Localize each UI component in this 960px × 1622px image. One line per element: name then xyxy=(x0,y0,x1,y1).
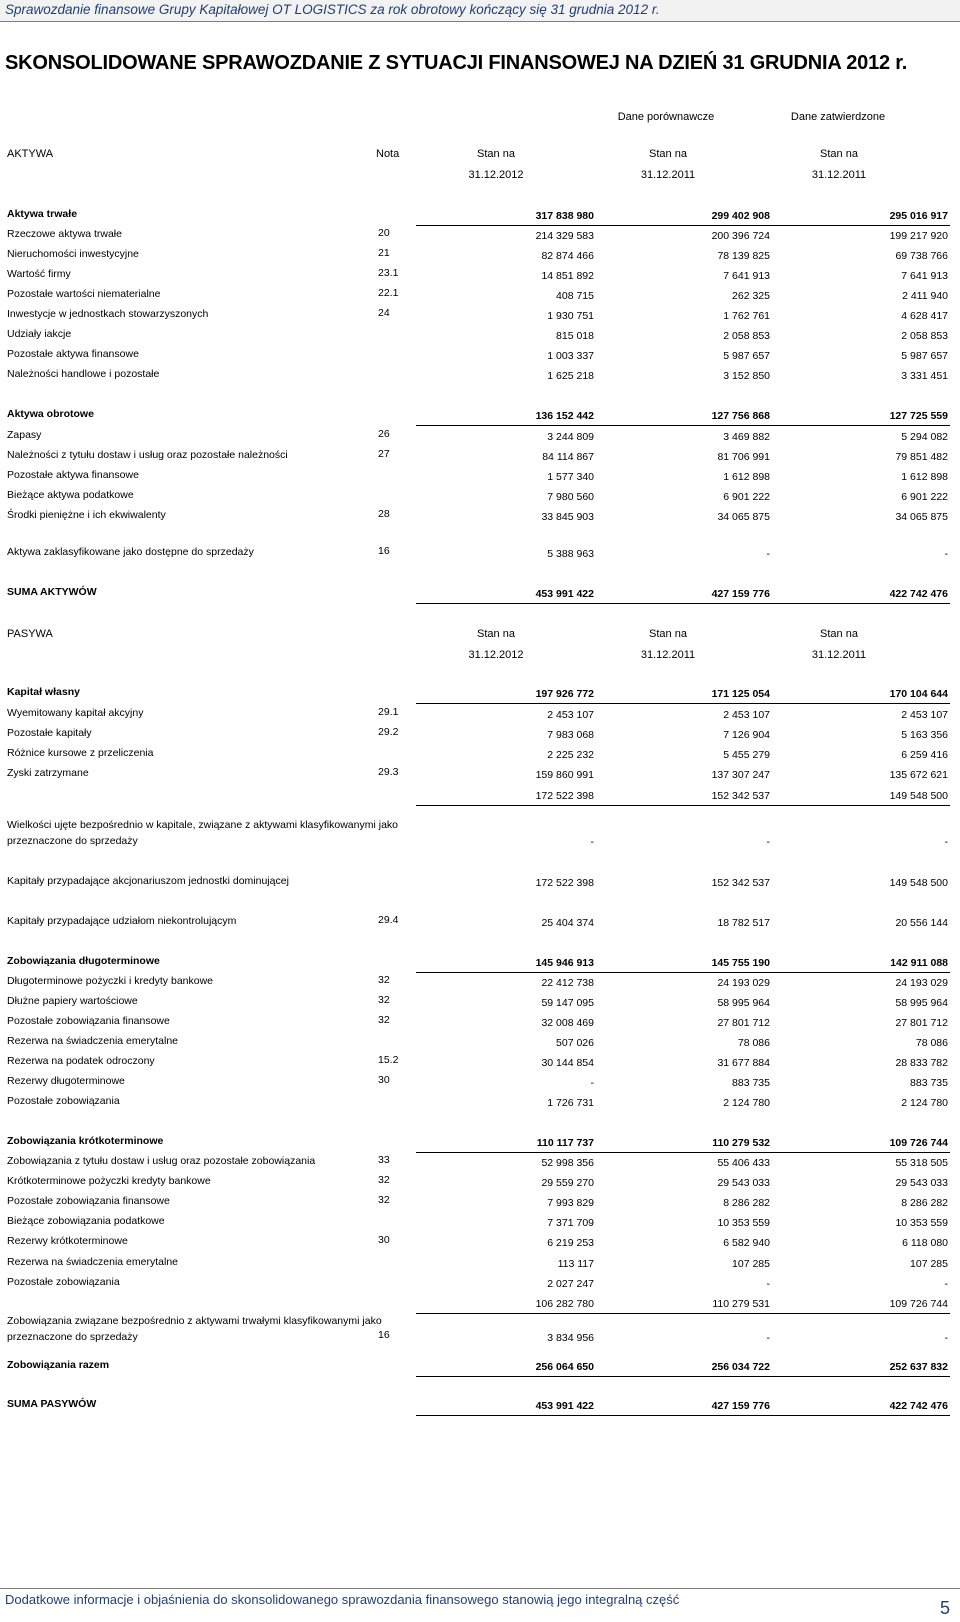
row-label: Długoterminowe pożyczki i kredyty bankowe xyxy=(7,975,214,987)
row-value-col3: 2 411 940 xyxy=(902,290,948,302)
row-value-col1: 197 926 772 xyxy=(535,688,594,700)
row-value-col3: 149 548 500 xyxy=(889,877,948,889)
row-note: 32 xyxy=(378,1174,390,1186)
row-value-col3: 1 612 898 xyxy=(901,471,948,483)
row-label: Pozostałe wartości niematerialne xyxy=(7,288,161,300)
row-note: 29.3 xyxy=(378,766,399,778)
row-value-col1: 145 946 913 xyxy=(535,957,594,969)
row-value-col2: 5 455 279 xyxy=(723,749,770,761)
row-value-col3: 295 016 917 xyxy=(889,210,948,222)
row-value-col2: 29 543 033 xyxy=(717,1177,770,1189)
row-value-col3: 149 548 500 xyxy=(889,790,948,802)
row-note: 27 xyxy=(378,448,390,460)
row-value-col1: 136 152 442 xyxy=(535,410,594,422)
row-value-col3: 127 725 559 xyxy=(889,410,948,422)
row-note: 15.2 xyxy=(378,1054,399,1066)
row-value-col1: 2 453 107 xyxy=(547,709,594,721)
row-value-col3: 78 086 xyxy=(915,1037,948,1049)
row-value-col3: 422 742 476 xyxy=(889,1400,948,1412)
row-value-col2: 24 193 029 xyxy=(717,977,770,989)
row-value-col1: 7 980 560 xyxy=(547,491,594,503)
row-value-col2: 27 801 712 xyxy=(717,1017,770,1029)
row-label: Kapitał własny xyxy=(7,686,80,698)
row-value-col1: 59 147 095 xyxy=(541,997,594,1009)
row-note: 29.4 xyxy=(378,914,399,926)
row-value-col3: 107 285 xyxy=(910,1258,948,1270)
row-label: Różnice kursowe z przeliczenia xyxy=(7,747,154,759)
row-value-col1: 1 625 218 xyxy=(547,370,594,382)
row-value-col2: 2 453 107 xyxy=(723,709,770,721)
row-value-col1: 7 993 829 xyxy=(547,1197,594,1209)
row-value-col3: - xyxy=(944,1332,948,1344)
running-header xyxy=(0,0,960,22)
pasywa-col1-stan: Stan na xyxy=(477,628,515,640)
row-value-col2: 3 469 882 xyxy=(723,431,770,443)
row-value-col1: 815 018 xyxy=(556,330,594,342)
row-note: 21 xyxy=(378,247,390,259)
row-value-col2: 2 124 780 xyxy=(723,1097,770,1109)
row-value-col3: 27 801 712 xyxy=(895,1017,948,1029)
row-value-col3: - xyxy=(944,836,948,848)
row-label: Inwestycje w jednostkach stowarzyszonych xyxy=(7,308,209,320)
row-label: Zobowiązania długoterminowe xyxy=(7,955,160,967)
footer-rule xyxy=(0,1588,960,1589)
row-value-col1: - xyxy=(590,1077,594,1089)
row-label: Rezerwy krótkoterminowe xyxy=(7,1235,128,1247)
row-label: Pozostałe aktywa finansowe xyxy=(7,469,139,481)
row-underline xyxy=(416,1313,950,1314)
row-value-col2: 58 995 964 xyxy=(717,997,770,1009)
pasywa-col1-date: 31.12.2012 xyxy=(468,649,524,661)
row-value-col3: 252 637 832 xyxy=(889,1361,948,1373)
row-value-col1: 3 244 809 xyxy=(547,431,594,443)
row-note: 32 xyxy=(378,974,390,986)
row-label: Dłużne papiery wartościowe xyxy=(7,995,138,1007)
row-value-col2: 152 342 537 xyxy=(711,877,770,889)
row-value-col2: 78 139 825 xyxy=(717,250,770,262)
row-value-col2: 200 396 724 xyxy=(711,230,770,242)
row-value-col1: 5 388 963 xyxy=(547,548,594,560)
row-value-col3: 883 735 xyxy=(910,1077,948,1089)
row-value-col3: 2 058 853 xyxy=(901,330,948,342)
row-value-col1: 172 522 398 xyxy=(535,877,594,889)
pasywa-col3-stan: Stan na xyxy=(820,628,858,640)
aktywa-heading: AKTYWA xyxy=(7,148,54,160)
row-label: Aktywa obrotowe xyxy=(7,408,94,420)
row-label: Rezerwa na podatek odroczony xyxy=(7,1055,155,1067)
row-value-col3: 24 193 029 xyxy=(895,977,948,989)
row-value-col1: 30 144 854 xyxy=(541,1057,594,1069)
row-value-col2: - xyxy=(766,1332,770,1344)
row-value-col1: 317 838 980 xyxy=(535,210,594,222)
row-value-col2: 5 987 657 xyxy=(723,350,770,362)
row-label: Wartość firmy xyxy=(7,268,71,280)
footer-text: Dodatkowe informacje i objaśnienia do skonsolidowanego sprawozdania finansowego stanowią jego integralną część xyxy=(5,1592,680,1607)
row-value-col2: 256 034 722 xyxy=(711,1361,770,1373)
row-value-col1: 33 845 903 xyxy=(541,511,594,523)
row-label: Zobowiązania z tytułu dostaw i usług oraz pozostałe zobowiązania xyxy=(7,1155,316,1167)
group-header-approved: Dane zatwierdzone xyxy=(790,111,886,123)
row-value-col2: 34 065 875 xyxy=(717,511,770,523)
row-value-col2: 78 086 xyxy=(737,1037,770,1049)
row-label: Pozostałe kapitały xyxy=(7,727,92,739)
row-label: Pozostałe zobowiązania xyxy=(7,1095,120,1107)
row-label: Zobowiązania krótkoterminowe xyxy=(7,1135,164,1147)
row-note: 28 xyxy=(378,508,390,520)
row-label: Środki pieniężne i ich ekwiwalenty xyxy=(7,509,166,521)
row-underline xyxy=(416,805,950,806)
row-label: Aktywa zaklasyfikowane jako dostępne do sprzedaży xyxy=(7,546,254,558)
pasywa-col2-date: 31.12.2011 xyxy=(640,649,696,661)
row-value-col1: 106 282 780 xyxy=(535,1298,594,1310)
row-label: Wyemitowany kapitał akcyjny xyxy=(7,707,144,719)
row-value-col1: 7 983 068 xyxy=(547,729,594,741)
row-label: Krótkoterminowe pożyczki kredyty bankowe xyxy=(7,1175,211,1187)
row-note: 20 xyxy=(378,227,390,239)
row-value-col1: 159 860 991 xyxy=(535,769,594,781)
row-value-col1: 453 991 422 xyxy=(535,588,594,600)
row-value-col2: 6 582 940 xyxy=(723,1237,770,1249)
row-label: Bieżące aktywa podatkowe xyxy=(7,489,134,501)
row-value-col2: 7 126 904 xyxy=(723,729,770,741)
row-value-col1: 1 003 337 xyxy=(547,350,594,362)
row-label: Pozostałe zobowiązania xyxy=(7,1276,120,1288)
group-header-comparative: Dane porównawcze xyxy=(617,111,715,123)
row-value-col1: 2 027 247 xyxy=(547,1278,594,1290)
row-value-col3: 34 065 875 xyxy=(895,511,948,523)
row-value-col1: 453 991 422 xyxy=(535,1400,594,1412)
row-value-col3: 422 742 476 xyxy=(889,588,948,600)
row-label-continued: przeznaczone do sprzedaży xyxy=(7,1331,138,1343)
row-value-col2: 137 307 247 xyxy=(711,769,770,781)
row-label: Kapitały przypadające akcjonariuszom jednostki dominującej xyxy=(7,875,289,887)
row-label: Rezerwa na świadczenia emerytalne xyxy=(7,1256,178,1268)
col2-date: 31.12.2011 xyxy=(640,169,696,181)
row-underline xyxy=(416,1415,950,1416)
row-value-col2: 18 782 517 xyxy=(717,917,770,929)
row-value-col2: - xyxy=(766,1278,770,1290)
row-underline xyxy=(416,603,950,604)
row-value-col1: - xyxy=(590,836,594,848)
row-value-col3: 135 672 621 xyxy=(889,769,948,781)
row-value-col1: 22 412 738 xyxy=(541,977,594,989)
row-note: 24 xyxy=(378,307,390,319)
row-value-col3: 5 294 082 xyxy=(901,431,948,443)
row-value-col1: 3 834 956 xyxy=(547,1332,594,1344)
row-value-col2: 110 279 532 xyxy=(712,1137,770,1149)
row-value-col2: 8 286 282 xyxy=(723,1197,770,1209)
page-number: 5 xyxy=(939,1598,950,1618)
col3-stan: Stan na xyxy=(820,148,858,160)
row-underline xyxy=(416,972,950,973)
row-value-col3: 2 124 780 xyxy=(901,1097,948,1109)
row-label: Zyski zatrzymane xyxy=(7,767,89,779)
row-value-col2: 3 152 850 xyxy=(723,370,770,382)
row-label: Pozostałe zobowiązania finansowe xyxy=(7,1015,170,1027)
pasywa-heading: PASYWA xyxy=(7,628,53,640)
row-label: Udziały iakcje xyxy=(7,328,72,340)
row-value-col3: 170 104 644 xyxy=(889,688,948,700)
row-underline xyxy=(416,703,950,704)
row-value-col2: 299 402 908 xyxy=(711,210,770,222)
row-value-col3: 5 163 356 xyxy=(901,729,948,741)
row-value-col1: 29 559 270 xyxy=(541,1177,594,1189)
row-label: Aktywa trwałe xyxy=(7,208,78,220)
row-value-col1: 7 371 709 xyxy=(547,1217,594,1229)
row-value-col2: 81 706 991 xyxy=(717,451,770,463)
row-value-col3: 142 911 088 xyxy=(890,957,948,969)
row-label: Nieruchomości inwestycyjne xyxy=(7,248,139,260)
row-value-col3: 109 726 744 xyxy=(889,1137,948,1149)
row-value-col2: - xyxy=(766,836,770,848)
row-value-col1: 110 117 737 xyxy=(536,1137,594,1149)
row-note: 32 xyxy=(378,1194,390,1206)
row-value-col1: 82 874 466 xyxy=(541,250,594,262)
nota-header: Nota xyxy=(376,148,400,160)
pasywa-col2-stan: Stan na xyxy=(649,628,687,640)
row-value-col2: 55 406 433 xyxy=(717,1157,770,1169)
row-note: 32 xyxy=(378,1014,390,1026)
col3-date: 31.12.2011 xyxy=(811,169,867,181)
row-underline xyxy=(416,1376,950,1377)
row-label: Zobowiązania związane bezpośrednio z aktywami trwałymi klasyfikowanymi jako xyxy=(7,1315,382,1327)
row-value-col1: 14 851 892 xyxy=(541,270,594,282)
row-value-col3: 28 833 782 xyxy=(895,1057,948,1069)
row-value-col2: 152 342 537 xyxy=(711,790,770,802)
row-value-col2: 145 755 190 xyxy=(711,957,770,969)
row-value-col1: 408 715 xyxy=(556,290,594,302)
row-underline xyxy=(416,425,950,426)
row-note: 32 xyxy=(378,994,390,1006)
row-note: 23.1 xyxy=(378,267,399,279)
row-note: 29.2 xyxy=(378,726,399,738)
row-label: Wielkości ujęte bezpośrednio w kapitale, związane z aktywami klasyfikowanymi jako xyxy=(7,819,398,831)
row-value-col1: 84 114 867 xyxy=(542,451,594,463)
row-value-col2: - xyxy=(766,548,770,560)
row-note: 30 xyxy=(378,1234,390,1246)
row-value-col3: 6 901 222 xyxy=(901,491,948,503)
row-value-col3: 69 738 766 xyxy=(895,250,948,262)
row-value-col3: 5 987 657 xyxy=(901,350,948,362)
col1-date: 31.12.2012 xyxy=(468,169,524,181)
row-value-col2: 107 285 xyxy=(732,1258,770,1270)
row-value-col3: 6 259 416 xyxy=(901,749,948,761)
running-header-text: Sprawozdanie finansowe Grupy Kapitałowej OT LOGISTICS za rok obrotowy kończący się 31 grudnia 2012 r. xyxy=(5,2,660,17)
row-label: SUMA PASYWÓW xyxy=(7,1398,97,1410)
row-value-col1: 1 930 751 xyxy=(547,310,594,322)
row-label: Rzeczowe aktywa trwałe xyxy=(7,228,122,240)
col2-stan: Stan na xyxy=(649,148,687,160)
row-value-col3: 3 331 451 xyxy=(901,370,948,382)
row-note: 30 xyxy=(378,1074,390,1086)
row-value-col2: 7 641 913 xyxy=(723,270,770,282)
row-value-col3: - xyxy=(944,548,948,560)
row-note: 22.1 xyxy=(378,287,399,299)
row-value-col1: 52 998 356 xyxy=(541,1157,594,1169)
row-value-col1: 6 219 253 xyxy=(547,1237,594,1249)
row-value-col3: 79 851 482 xyxy=(895,451,948,463)
row-value-col2: 427 159 776 xyxy=(711,1400,770,1412)
row-label-continued: przeznaczone do sprzedaży xyxy=(7,835,138,847)
row-value-col3: 20 556 144 xyxy=(895,917,948,929)
row-value-col1: 256 064 650 xyxy=(535,1361,594,1373)
row-value-col1: 1 726 731 xyxy=(547,1097,594,1109)
row-underline xyxy=(416,1152,950,1153)
row-value-col2: 171 125 054 xyxy=(711,688,770,700)
row-label: Pozostałe zobowiązania finansowe xyxy=(7,1195,170,1207)
row-value-col3: 58 995 964 xyxy=(895,997,948,1009)
row-value-col2: 31 677 884 xyxy=(717,1057,770,1069)
row-value-col3: 2 453 107 xyxy=(901,709,948,721)
row-note: 29.1 xyxy=(378,706,399,718)
row-value-col2: 427 159 776 xyxy=(711,588,770,600)
row-value-col3: 8 286 282 xyxy=(901,1197,948,1209)
row-value-col3: 10 353 559 xyxy=(895,1217,948,1229)
row-value-col1: 2 225 232 xyxy=(547,749,594,761)
row-value-col2: 262 325 xyxy=(732,290,770,302)
row-value-col2: 883 735 xyxy=(732,1077,770,1089)
row-note: 33 xyxy=(378,1154,390,1166)
row-label: Zobowiązania razem xyxy=(7,1359,110,1371)
row-value-col2: 1 762 761 xyxy=(723,310,770,322)
pasywa-col3-date: 31.12.2011 xyxy=(811,649,867,661)
row-value-col1: 113 117 xyxy=(557,1258,594,1270)
row-value-col3: 29 543 033 xyxy=(895,1177,948,1189)
row-value-col2: 2 058 853 xyxy=(723,330,770,342)
row-value-col3: 109 726 744 xyxy=(889,1298,948,1310)
row-note: 16 xyxy=(378,1329,390,1341)
row-label: SUMA AKTYWÓW xyxy=(7,586,97,598)
row-value-col1: 214 329 583 xyxy=(535,230,594,242)
row-value-col3: - xyxy=(944,1278,948,1290)
col1-stan: Stan na xyxy=(477,148,515,160)
row-value-col2: 110 279 531 xyxy=(712,1298,770,1310)
row-label: Rezerwy długoterminowe xyxy=(7,1075,125,1087)
row-value-col2: 1 612 898 xyxy=(723,471,770,483)
row-value-col3: 199 217 920 xyxy=(889,230,948,242)
row-note: 26 xyxy=(378,428,390,440)
row-value-col2: 6 901 222 xyxy=(723,491,770,503)
row-underline xyxy=(416,225,950,226)
row-value-col3: 7 641 913 xyxy=(901,270,948,282)
row-label: Bieżące zobowiązania podatkowe xyxy=(7,1215,165,1227)
row-label: Pozostałe aktywa finansowe xyxy=(7,348,139,360)
row-value-col3: 55 318 505 xyxy=(895,1157,948,1169)
row-value-col2: 10 353 559 xyxy=(717,1217,770,1229)
row-value-col3: 4 628 417 xyxy=(901,310,948,322)
row-value-col1: 32 008 469 xyxy=(541,1017,594,1029)
row-value-col3: 6 118 080 xyxy=(902,1237,948,1249)
row-value-col1: 25 404 374 xyxy=(541,917,594,929)
statement-title: SKONSOLIDOWANE SPRAWOZDANIE Z SYTUACJI FINANSOWEJ NA DZIEŃ 31 GRUDNIA 2012 r. xyxy=(5,52,908,74)
row-label: Należności handlowe i pozostałe xyxy=(7,368,160,380)
row-value-col2: 127 756 868 xyxy=(711,410,770,422)
row-label: Zapasy xyxy=(7,429,42,441)
row-label: Należności z tytułu dostaw i usług oraz pozostałe należności xyxy=(7,449,288,461)
row-label: Kapitały przypadające udziałom niekontrolującym xyxy=(7,915,237,927)
row-label: Rezerwa na świadczenia emerytalne xyxy=(7,1035,178,1047)
row-note: 16 xyxy=(378,545,390,557)
row-value-col1: 172 522 398 xyxy=(535,790,594,802)
row-value-col1: 507 026 xyxy=(556,1037,594,1049)
row-value-col1: 1 577 340 xyxy=(547,471,594,483)
